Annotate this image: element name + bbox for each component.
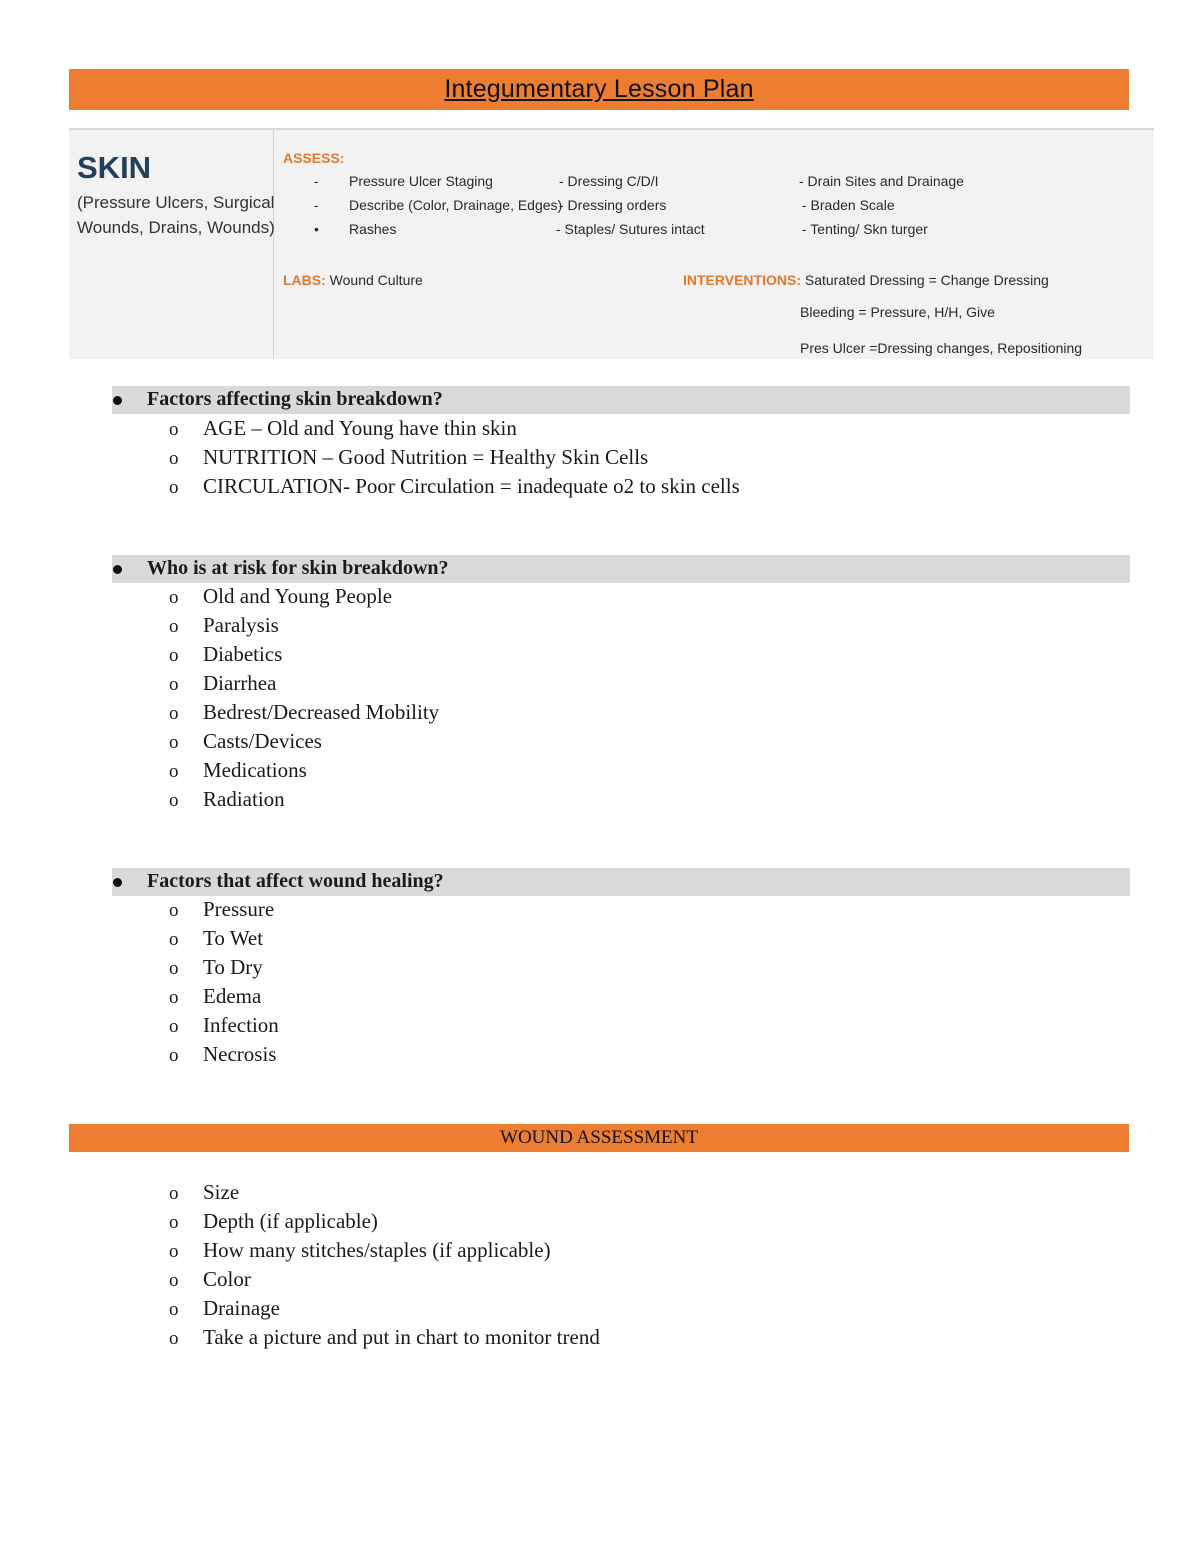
assess-item: - Staples/ Sutures intact — [556, 221, 705, 237]
list-item: o Bedrest/Decreased Mobility — [169, 700, 440, 724]
list-item: o Paralysis — [169, 613, 279, 637]
skin-subtitle — [77, 190, 275, 240]
circle-bullet-icon: o — [169, 616, 179, 637]
assess-item: Rashes — [349, 221, 397, 237]
assess-marker: - — [314, 173, 319, 189]
list-item: o Pressure — [169, 897, 275, 921]
list-item: o To Wet — [169, 926, 264, 950]
assess-item: Pressure Ulcer Staging — [349, 173, 493, 189]
assess-item: - Tenting/ Skn turger — [802, 221, 928, 237]
list-item: o Depth (if applicable) — [169, 1209, 378, 1233]
list-item: o Old and Young People — [169, 584, 393, 608]
circle-bullet-icon: o — [169, 1270, 179, 1291]
wound-assessment-banner — [69, 1124, 1129, 1152]
circle-bullet-icon: o — [169, 477, 179, 498]
assess-item: - Dressing orders — [559, 197, 667, 213]
interventions-label: INTERVENTIONS: — [683, 272, 801, 288]
circle-bullet-icon: o — [169, 900, 179, 921]
circle-bullet-icon: o — [169, 1328, 179, 1349]
skin-heading: SKIN — [77, 150, 152, 185]
circle-bullet-icon: o — [169, 1183, 179, 1204]
bullet-icon — [113, 396, 122, 405]
list-item: o Casts/Devices — [169, 729, 322, 753]
question-heading: Who is at risk for skin breakdown? — [147, 557, 449, 579]
skin-subtitle-line: Wounds, Drains, Wounds) — [77, 218, 275, 237]
circle-bullet-icon: o — [169, 761, 179, 782]
skin-summary-table — [69, 128, 1154, 359]
labs-row — [283, 272, 423, 288]
list-item: o Color — [169, 1267, 251, 1291]
circle-bullet-icon: o — [169, 958, 179, 979]
circle-bullet-icon: o — [169, 929, 179, 950]
circle-bullet-icon: o — [169, 1016, 179, 1037]
intervention-item: Bleeding = Pressure, H/H, Give — [800, 304, 995, 320]
list-item: o Drainage — [169, 1296, 280, 1320]
circle-bullet-icon: o — [169, 987, 179, 1008]
page-title: Integumentary Lesson Plan — [444, 75, 754, 103]
list-item: o To Dry — [169, 955, 263, 979]
assess-item: - Braden Scale — [802, 197, 895, 213]
circle-bullet-icon: o — [169, 1212, 179, 1233]
list-item: o NUTRITION – Good Nutrition = Healthy Skin Cells — [169, 445, 649, 469]
list-item: o Medications — [169, 758, 307, 782]
circle-bullet-icon: o — [169, 587, 179, 608]
skin-label-cell — [69, 130, 274, 359]
list-item: o Infection — [169, 1013, 279, 1037]
question-heading: Factors affecting skin breakdown? — [147, 388, 443, 410]
list-item: o AGE – Old and Young have thin skin — [169, 416, 517, 440]
circle-bullet-icon: o — [169, 1045, 179, 1066]
assess-marker: - — [314, 197, 319, 213]
wound-assessment-heading: WOUND ASSESSMENT — [500, 1127, 698, 1148]
list-item: o Diarrhea — [169, 671, 277, 695]
list-item: o Edema — [169, 984, 262, 1008]
circle-bullet-icon: o — [169, 1299, 179, 1320]
list-item: o Diabetics — [169, 642, 283, 666]
list-item: o Size — [169, 1180, 240, 1204]
list-item: o CIRCULATION- Poor Circulation = inadequate o2 to skin cells — [169, 474, 740, 498]
circle-bullet-icon: o — [169, 1241, 179, 1262]
circle-bullet-icon: o — [169, 645, 179, 666]
circle-bullet-icon: o — [169, 790, 179, 811]
list-item: o How many stitches/staples (if applicable) — [169, 1238, 551, 1262]
skin-subtitle-line: (Pressure Ulcers, Surgical — [77, 193, 275, 212]
circle-bullet-icon: o — [169, 419, 179, 440]
circle-bullet-icon: o — [169, 732, 179, 753]
labs-label: LABS: — [283, 272, 326, 288]
intervention-item: Pres Ulcer =Dressing changes, Repositioning — [800, 340, 1083, 356]
circle-bullet-icon: o — [169, 448, 179, 469]
assess-item: - Dressing C/D/I — [559, 173, 659, 189]
list-item: o Radiation — [169, 787, 285, 811]
labs-value: Wound Culture — [329, 272, 423, 288]
bullet-icon — [113, 565, 122, 574]
title-banner — [69, 69, 1129, 110]
assess-item: - Drain Sites and Drainage — [799, 173, 964, 189]
assess-marker: • — [314, 221, 319, 237]
bullet-icon — [113, 878, 122, 887]
question-heading: Factors that affect wound healing? — [147, 870, 444, 892]
list-item: o Take a picture and put in chart to monitor trend — [169, 1325, 600, 1349]
circle-bullet-icon: o — [169, 674, 179, 695]
circle-bullet-icon: o — [169, 703, 179, 724]
interventions-row — [683, 272, 1049, 288]
assess-label: ASSESS: — [283, 150, 345, 166]
intervention-item: Saturated Dressing = Change Dressing — [804, 272, 1049, 288]
list-item: o Necrosis — [169, 1042, 277, 1066]
assess-item: Describe (Color, Drainage, Edges) — [349, 197, 563, 213]
